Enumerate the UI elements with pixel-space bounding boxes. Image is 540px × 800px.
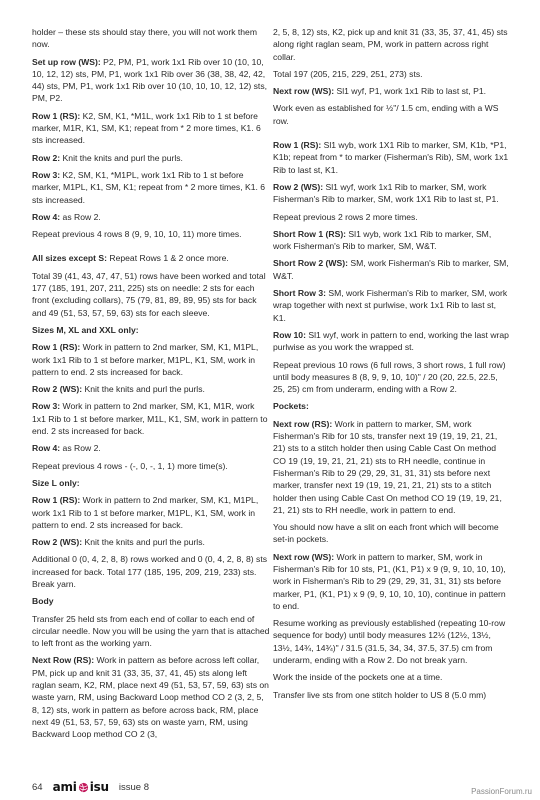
- instruction-text: Work in pattern to 2nd marker, SM, K1, M1R, work 1x1 Rib to 1 st before marker, M1L, K1, SM, work in pattern to end. 2 sts increased for back.: [32, 401, 268, 437]
- instruction-text: Resume working as previously established (repeating 10-row sequence for body) until body measures 12½ (12½, 13½, 13½, 14¾, 14¾)" / 31.5 (31.5, 34, 34, 37.5, 37.5) cm from underarm, ending with a Row 2. Do not break yarn.: [273, 618, 506, 666]
- magazine-logo: [53, 780, 109, 794]
- instruction-paragraph: [273, 329, 511, 354]
- instruction-text: Total 197 (205, 215, 229, 251, 273) sts.: [273, 68, 423, 79]
- instruction-paragraph: [273, 211, 511, 223]
- instruction-text: as Row 2.: [60, 211, 101, 222]
- row-label: Row 2:: [32, 152, 61, 163]
- instruction-paragraph: [273, 181, 511, 206]
- instruction-paragraph: [32, 211, 270, 223]
- instruction-text: Work even as established for ½"/ 1.5 cm, ending with a WS row.: [273, 103, 499, 126]
- instruction-text: 2, 5, 8, 12) sts, K2, pick up and knit 31 (33, 35, 37, 41, 45) sts along right raglan seam, PM, work in pattern across right collar.: [273, 27, 508, 62]
- instruction-paragraph: [32, 252, 270, 264]
- row-label: All sizes except S:: [32, 253, 107, 264]
- instruction-paragraph: [32, 26, 270, 51]
- instruction-paragraph: [32, 341, 270, 378]
- instruction-paragraph: [32, 169, 270, 206]
- section-heading: Pockets:: [273, 401, 309, 412]
- instruction-text: K2, SM, K1, *M1L, work 1x1 Rib to 1 st before marker, M1R, K1, SM, K1; repeat from * 2 more times, K1. 6 sts increased.: [32, 110, 261, 146]
- instruction-paragraph: [32, 494, 270, 531]
- instruction-paragraph: [273, 139, 511, 176]
- instruction-paragraph: [32, 654, 270, 740]
- right-column: [273, 26, 511, 706]
- yarn-ball-icon: [78, 782, 89, 793]
- row-label: Short Row 3:: [273, 288, 326, 299]
- row-label: Short Row 1 (RS):: [273, 228, 347, 239]
- instruction-text: Repeat previous 10 rows (6 full rows, 3 short rows, 1 full row) until body measures 8 (8, 9, 9, 10, 10)" / 20 (20, 22.5, 22.5, 25, 25) cm from underarm, ending with a Row 2.: [273, 359, 506, 395]
- instruction-paragraph: [273, 68, 511, 80]
- instruction-text: Knit the knits and purl the purls.: [82, 537, 205, 548]
- row-label: Next row (RS):: [273, 418, 333, 429]
- instruction-text: You should now have a slit on each front which will become set-in pockets.: [273, 522, 499, 545]
- instruction-text: Sl1 wyf, work 1x1 Rib to marker, SM, work Fisherman's Rib to marker, SM, work 1X1 Rib to last st, P1.: [273, 181, 499, 205]
- instruction-text: Knit the knits and purl the purls.: [82, 384, 205, 395]
- instruction-paragraph: [32, 56, 270, 105]
- row-label: Row 3:: [32, 169, 61, 180]
- instruction-text: Work in pattern to marker, SM, work Fisherman's Rib for 10 sts, transfer next 19 (19, 19, 21, 21, 21) sts to a stitch holder then using Cable Cast On method CO 19 (19, 19, 21, 21, 21) sts to RH needle, continue in Fisherman's Rib to 29 (29, 29, 31, 31, 31) sts before next marker, transfer next 19 (19, 19, 21, 21, 21) sts to a stitch holder then using Cable Cast On method CO 19 (19, 19, 21, 21, 21) sts to RH needle, work in pattern to end.: [273, 418, 502, 515]
- instruction-paragraph: [32, 536, 270, 548]
- instruction-text: Work in pattern as before across left collar, PM, pick up and knit 31 (33, 35, 37, 41, 45) sts along left raglan seam, K2, RM, place next 49 (51, 53, 57, 59, 63) sts on waste yarn, RM, using Backward Loop method CO 2 (3, 2, 5, 8, 12) sts, work in pattern as before across back, RM, place next 49 (51, 53, 57, 59, 63) sts on waste yarn, RM, using Backward Loop method CO 2 (3,: [32, 655, 269, 740]
- left-column: [32, 26, 270, 746]
- row-label: Row 2 (WS):: [32, 537, 83, 548]
- instruction-paragraph: [273, 551, 511, 612]
- instruction-paragraph: [32, 152, 270, 164]
- instruction-text: Transfer live sts from one stitch holder to US 8 (5.0 mm): [273, 689, 487, 700]
- instruction-paragraph: [273, 257, 511, 282]
- instruction-paragraph: [273, 418, 511, 516]
- row-label: Row 1 (RS):: [273, 140, 322, 151]
- watermark: PassionForum.ru: [471, 787, 532, 796]
- instruction-text: Work the inside of the pockets one at a time.: [273, 672, 443, 683]
- instruction-text: SM, work Fisherman's Rib to marker, SM, W&T.: [273, 258, 509, 281]
- instruction-text: Work in pattern to 2nd marker, SM, K1, M1PL, work 1x1 Rib to 1 st before marker, M1PL, K1, SM, work in pattern to end. 2 sts increased for back.: [32, 495, 259, 530]
- instruction-paragraph: [32, 228, 270, 240]
- row-label: Row 4:: [32, 443, 61, 454]
- row-label: Row 10:: [273, 329, 306, 340]
- section-heading: Sizes M, XL and XXL only:: [32, 324, 139, 335]
- row-label: Row 1 (RS):: [32, 495, 81, 506]
- instruction-paragraph: [273, 521, 511, 546]
- instruction-text: Sl1 wyf, work in pattern to end, working the last wrap purlwise as you work the wrapped st.: [273, 329, 509, 353]
- instruction-text: Knit the knits and purl the purls.: [60, 152, 183, 163]
- instruction-text: Repeat previous 4 rows 8 (9, 9, 10, 10, 11) more times.: [32, 229, 242, 240]
- instruction-text: as Row 2.: [60, 443, 101, 454]
- instruction-paragraph: [32, 613, 270, 650]
- instruction-paragraph: [273, 228, 511, 253]
- instruction-text: Additional 0 (0, 4, 2, 8, 8) rows worked and 0 (0, 4, 2, 8, 8) sts increased for back. Total 177 (185, 195, 209, 219, 233) sts. Break yarn.: [32, 554, 268, 589]
- row-label: Row 4:: [32, 211, 61, 222]
- instruction-paragraph: [32, 383, 270, 395]
- row-label: Row 1 (RS):: [32, 342, 81, 353]
- row-label: Row 1 (RS):: [32, 110, 81, 121]
- instruction-paragraph: [32, 400, 270, 437]
- instruction-text: holder – these sts should stay there, you will not work them now.: [32, 27, 257, 50]
- instruction-paragraph: [273, 102, 511, 127]
- instruction-paragraph: [32, 270, 270, 319]
- instruction-text: Work in pattern to marker, SM, work in Fisherman's Rib for 10 sts, P1, (K1, P1) x 9 (9, 9, 10, 10, 10), work in Fisherman's Rib to 29 (29, 29, 31, 31, 31) sts before marker, P1, (K1, P1) x 9 (9, 9, 10, 10, 10), continue in pattern to end.: [273, 551, 506, 611]
- instruction-paragraph: [32, 110, 270, 147]
- instruction-text: Sl1 wyb, work 1X1 Rib to marker, SM, K1b, *P1, K1b; repeat from * to marker (Fisherman's Rib), SM, work 1x1 Rib to last st, K1.: [273, 140, 509, 175]
- instruction-paragraph: [32, 460, 270, 472]
- instruction-paragraph: [273, 287, 511, 324]
- instruction-text: Work in pattern to 2nd marker, SM, K1, M1PL, work 1x1 Rib to 1 st before marker, M1PL, K1, SM, work in pattern to end. 2 sts increased for back.: [32, 342, 259, 377]
- instruction-paragraph: [273, 359, 511, 396]
- instruction-text: SM, work Fisherman's Rib to marker, SM, work wrap together with next st purlwise, work 1x1 Rib to last st, K1.: [273, 288, 508, 323]
- instruction-text: Repeat previous 2 rows 2 more times.: [273, 211, 418, 222]
- instruction-paragraph: [273, 671, 511, 683]
- instruction-paragraph: [273, 617, 511, 666]
- section-heading: Body: [32, 596, 54, 607]
- row-label: Row 3:: [32, 401, 61, 412]
- instruction-paragraph: [273, 85, 511, 97]
- instruction-text: Repeat Rows 1 & 2 once more.: [107, 253, 229, 264]
- row-label: Next row (WS):: [273, 86, 335, 97]
- logo-text-end: isu: [89, 780, 109, 794]
- issue-label: issue 8: [118, 781, 150, 793]
- page-footer: [32, 780, 149, 794]
- instruction-text: Transfer 25 held sts from each end of collar to each end of circular needle. Now you will be using the yarn that is attached to left front as the working yarn.: [32, 613, 270, 649]
- instruction-text: Total 39 (41, 43, 47, 47, 51) rows have been worked and total 177 (185, 191, 207, 211, 225) sts on needle: 2 sts for each front (excluding collars), 75 (79, 81, 89, 89, 95) sts for back and 49 (51, 53, 57, 59, 63) sts for each sleeve.: [32, 270, 266, 318]
- row-label: Short Row 2 (WS):: [273, 258, 348, 269]
- logo-text-start: ami: [52, 780, 77, 794]
- page-number: 64: [32, 781, 43, 793]
- row-label: Row 2 (WS):: [32, 384, 83, 395]
- instruction-text: P2, PM, P1, work 1x1 Rib over 10 (10, 10, 10, 12, 12) sts, PM, P1, work 1x1 Rib over 36 (38, 38, 42, 42, 44) sts, PM, P1, work 1x1 Rib over 10 (10, 10, 10, 12, 12) sts, PM, P2.: [32, 56, 268, 104]
- instruction-paragraph: [273, 26, 511, 63]
- row-label: Next row (WS):: [273, 551, 335, 562]
- section-heading: Size L only:: [32, 477, 80, 488]
- instruction-text: Sl1 wyf, P1, work 1x1 Rib to last st, P1.: [334, 86, 486, 97]
- instruction-text: Repeat previous 4 rows - (-, 0, -, 1, 1) more time(s).: [32, 460, 228, 471]
- instruction-paragraph: [32, 553, 270, 590]
- row-label: Next Row (RS):: [32, 655, 95, 666]
- instruction-text: K2, SM, K1, *M1PL, work 1x1 Rib to 1 st before marker, M1PL, K1, SM, K1; repeat from * 2 more times, K1. 6 sts increased.: [32, 169, 266, 205]
- instruction-text: Sl1 wyb, work 1x1 Rib to marker, SM, work Fisherman's Rib to marker, SM, W&T.: [273, 228, 492, 252]
- instruction-paragraph: [273, 689, 511, 701]
- row-label: Row 2 (WS):: [273, 181, 324, 192]
- row-label: Set up row (WS):: [32, 56, 101, 67]
- instruction-paragraph: [32, 442, 270, 454]
